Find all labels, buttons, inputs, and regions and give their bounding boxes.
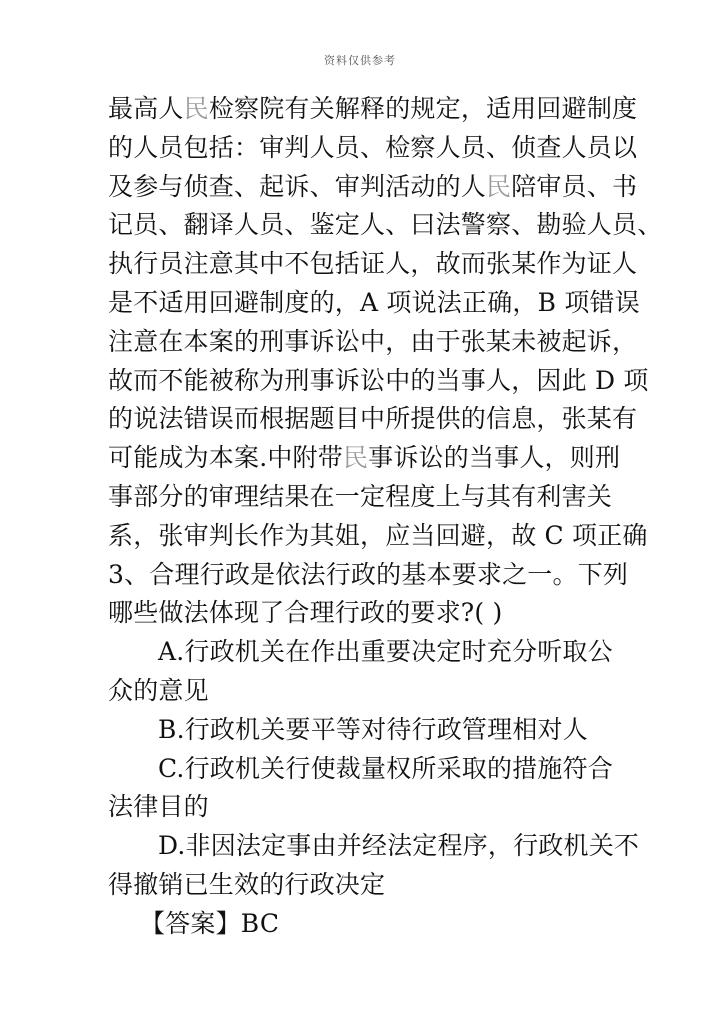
paragraph-line: 的人员包括：审判人员、检察人员、侦查人员以 [108, 132, 638, 162]
faded-character: 民 [342, 443, 369, 473]
faded-character: 民 [486, 171, 512, 201]
option-b: B.行政机关要平等对待行政管理相对人 [158, 714, 588, 744]
question-line: 3、合理行政是依法行政的基本要求之一。下列 [108, 559, 629, 589]
paragraph-line: 执行员注意其中不包括证人，故而张某作为证人 [108, 249, 638, 279]
paragraph-line: 是不适用回避制度的，A 项说法正确，B 项错误 [108, 287, 640, 317]
option-d: D.非因法定事由并经法定程序，行政机关不 [158, 831, 640, 861]
paragraph-line: 及参与侦查、起诉、审判活动的人民陪审员、书 [108, 171, 638, 201]
document-body [108, 90, 663, 944]
question-line: 哪些做法体现了合理行政的要求?( ) [108, 598, 503, 628]
option-c: C.行政机关行使裁量权所采取的措施符合 [158, 753, 613, 783]
paragraph-line: 最高人民检察院有关解释的规定，适用回避制度 [108, 94, 638, 123]
faded-character: 民 [183, 94, 209, 123]
paragraph-line: 的说法错误而根据题目中所提供的信息，张某有 [108, 404, 638, 434]
paragraph-line: 可能成为本案.中附带民事诉讼的当事人，则刑 [108, 443, 621, 473]
option-d-continuation: 得撤销已生效的行政决定 [108, 869, 386, 899]
option-c-continuation: 法律目的 [108, 792, 209, 822]
paragraph-line: 记员、翻译人员、鉴定人、曰法警察、勘验人员、 [108, 210, 663, 240]
paragraph-line: 事部分的审理结果在一定程度上与其有利害关 [108, 481, 613, 511]
paragraph-line: 注意在本案的刑事诉讼中，由于张某未被起诉， [108, 326, 638, 356]
option-a: A.行政机关在作出重要决定时充分听取公 [158, 637, 613, 667]
page-header: 资料仅供参考 [324, 54, 396, 67]
answer-line: 【答案】BC [140, 908, 280, 938]
paragraph-line: 故而不能被称为刑事诉讼中的当事人，因此 D 项 [108, 365, 649, 395]
option-a-continuation: 众的意见 [108, 675, 209, 705]
paragraph-line: 系，张审判长作为其姐，应当回避，故 C 项正确 [108, 520, 648, 550]
